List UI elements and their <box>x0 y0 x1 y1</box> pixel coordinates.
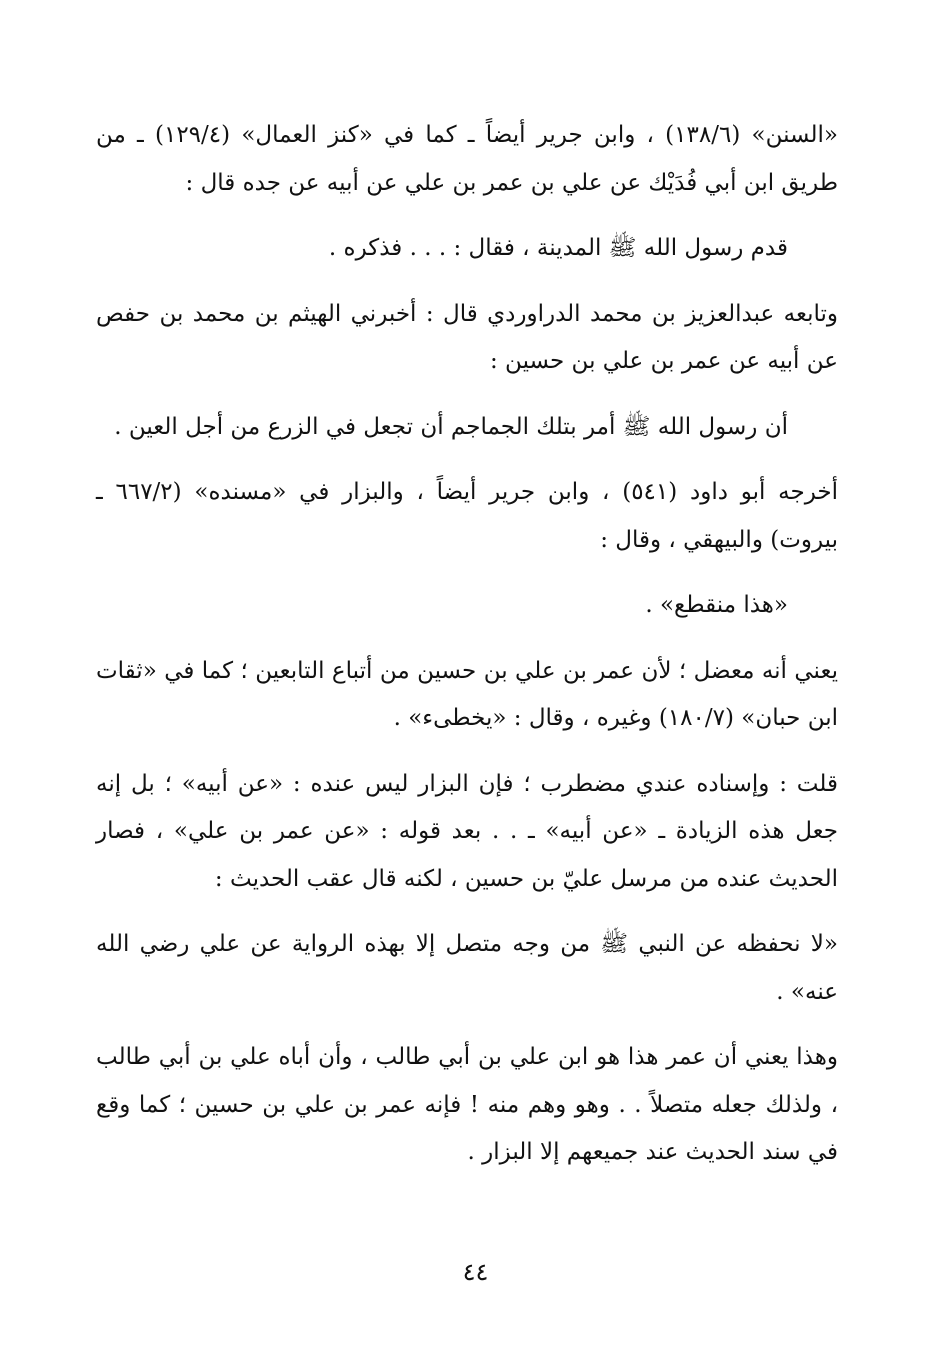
paragraph-6: «هذا منقطع» . <box>645 592 788 618</box>
paragraph-10: وهذا يعني أن عمر هذا هو ابن علي بن أبي طالب ، وأن أباه علي بن أبي طالب ، ولذلك جعله متصلاً . . وهو وهم منه ! فإنه عمر بن علي بن حسين ؛ كما وقع في سند الحديث عند جميعهم إلا البزار . <box>96 1044 838 1165</box>
paragraph-3: وتابعه عبدالعزيز بن محمد الدراوردي قال : أخبرني الهيثم بن محمد بن حفص عن أبيه عن عمر بن علي بن حسين : <box>96 300 838 374</box>
paragraph-2: قدم رسول الله ﷺ المدينة ، فقال : . . . فذكره . <box>328 235 788 261</box>
page-number: ٤٤ <box>462 1258 489 1286</box>
paragraph-9: «لا نحفظه عن النبي ﷺ من وجه متصل إلا بهذه الرواية عن علي رضي الله عنه» . <box>96 931 838 1005</box>
paragraph-5: أخرجه أبو داود (٥٤١) ، وابن جرير أيضاً ، والبزار في «مسنده» (٦٦٧/٢ ـ بيروت) والبيهقي ، وقال : <box>96 479 838 553</box>
body-text <box>96 112 838 1177</box>
paragraph-8: قلت : وإسناده عندي مضطرب ؛ فإن البزار ليس عنده : «عن أبيه» ؛ بل إنه جعل هذه الزيادة ـ «عن أبيه» ـ . . بعد قوله : «عن عمر بن علي» ، فصار الحديث عنده من مرسل عليّ بن حسين ، لكنه قال عقب الحديث : <box>96 770 838 892</box>
paragraph-1: «السنن» (١٣٨/٦) ، وابن جرير أيضاً ـ كما في «كنز العمال» (١٢٩/٤) ـ من طريق ابن أبي فُدَيْك عن علي بن عمر بن علي عن أبيه عن جده قال : <box>96 122 839 196</box>
paragraph-4: أن رسول الله ﷺ أمر بتلك الجماجم أن تجعل في الزرع من أجل العين . <box>114 413 788 440</box>
paragraph-7: يعني أنه معضل ؛ لأن عمر بن علي بن حسين من أتباع التابعين ؛ كما في «ثقات ابن حبان» (١٨٠/٧) وغيره ، وقال : «يخطىء» . <box>96 657 838 731</box>
